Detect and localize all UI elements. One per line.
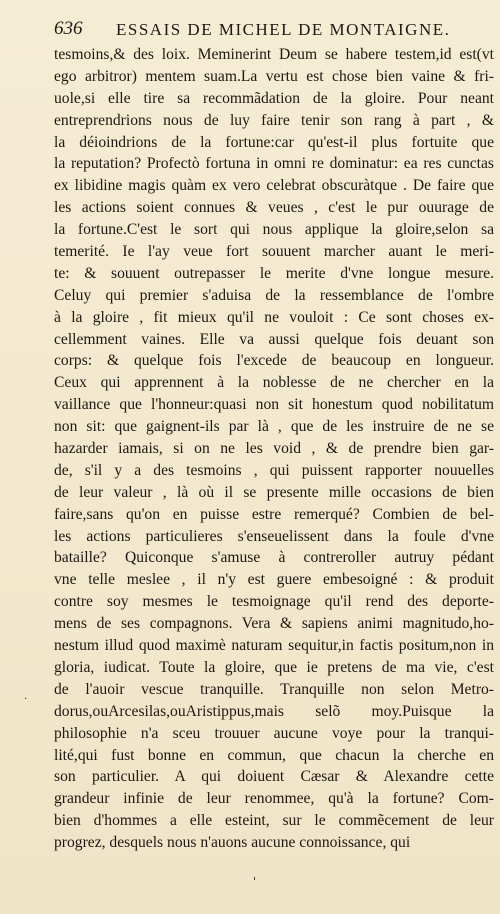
text-line: tesmoins,& des loix. Meminerint Deum se habere testem,id est(vt <box>54 46 494 63</box>
bottom-mark: ' <box>253 875 257 888</box>
text-line: entreprendrions nous de luy faire tenir son rang à part , & <box>54 111 494 129</box>
text-line: corps: & quelque fois l'excede de beaucoup en longueur. <box>54 352 494 370</box>
text-line: de l'auoir vescue tranquille. Tranquille non selon Metro- <box>54 680 494 698</box>
text-line: temerité. Ie l'ay veue fort souuent marcher auant le meri- <box>54 243 494 261</box>
text-line: contre soy mesmes le tesmoignage qu'il rend des deporte- <box>54 593 494 611</box>
text-line: la fortune.C'est le sort qui nous applique la gloire,selon sa <box>54 221 494 239</box>
text-line: bataille? Quiconque s'amuse à contreroller autruy pédant <box>54 549 494 567</box>
text-line: cellemment vaines. Elle va aussi quelque fois deuant son <box>54 330 494 348</box>
page-header <box>54 18 494 44</box>
text-line: vne telle meslee , il n'y est guere embesoigné : & produit <box>54 571 494 589</box>
text-line: ego arbitror) mentem suam.La vertu est chose bien vaine & fri- <box>54 67 494 85</box>
text-line: son particulier. A qui doiuent Cæsar & Alexandre cette <box>54 768 494 786</box>
text-line: hazarder iamais, si on ne les void , & de prendre bien gar- <box>54 440 494 458</box>
text-line: les actions soient connues & veues , c'est le pur ouurage de <box>54 199 494 217</box>
text-line: vaillance que l'honneur:quasi non sit honestum quod nobilitatum <box>54 396 494 414</box>
text-line: la reputation? Profectò fortuna in omni re dominatur: ea res cunctas <box>54 155 494 173</box>
text-line: grandeur infinie de leur renommee, qu'à la fortune? Com- <box>54 790 494 808</box>
text-line: ex libidine magis quàm ex vero celebrat obscuràtque . De faire que <box>54 177 494 195</box>
page-number: 636 <box>54 18 83 39</box>
text-line: te: & souuent outrepasser le merite d'vne longue mesure. <box>54 264 494 282</box>
text-line: de leur valeur , là où il se presente mille occasions de bien <box>54 483 494 501</box>
text-line: gloria, iudicat. Toute la gloire, que ie pretens de ma vie, c'est <box>54 658 494 676</box>
text-line: de, s'il y a des tesmoins , qui puissent rapporter nouuelles <box>54 461 494 479</box>
text-line: lité,qui fust bonne en commun, que chacun la cherche en <box>54 746 494 764</box>
text-line: Ceux qui apprennent à la noblesse de ne chercher en la <box>54 374 494 392</box>
running-title: ESSAIS DE MICHEL DE MONTAIGNE. <box>116 20 451 39</box>
text-line: non sit: que gaignent-ils par là , que de les instruire de ne se <box>54 418 494 436</box>
text-line: Celuy qui premier s'aduisa de la ressemblance de l'ombre <box>54 286 494 304</box>
text-line: faire,sans qu'on en puisse estre remerqué? Combien de bel- <box>54 505 494 523</box>
text-line: à la gloire , fit mieux qu'il ne vouloit : Ce sont choses ex- <box>54 308 494 326</box>
text-line: bien d'hommes a elle esteint, sur le commẽcement de leur <box>54 812 494 830</box>
text-line: mens de ses compagnons. Vera & sapiens animi magnitudo,ho- <box>54 615 494 633</box>
text-line: la déioindrions de la fortune:car qu'est-il plus fortuite que <box>54 133 494 151</box>
text-line: progrez, desquels nous n'auons aucune connoissance, qui <box>54 834 411 852</box>
body-text <box>54 44 494 854</box>
text-line: dorus,ouArcesilas,ouAristippus,mais selõ moy.Puisque la <box>54 702 494 720</box>
side-mark: · <box>24 694 28 705</box>
text-line: uole,si elle tire sa recommãdation de la gloire. Pour neant <box>54 89 494 107</box>
text-line: nestum illud quod maximè naturam sequitur,in factis positum,non in <box>54 637 494 655</box>
text-line: les actions particulieres s'enseuelissent dans la foule d'vne <box>54 527 494 545</box>
text-line: philosophie n'a sceu trouuer aucune voye pour la tranqui- <box>54 724 494 742</box>
